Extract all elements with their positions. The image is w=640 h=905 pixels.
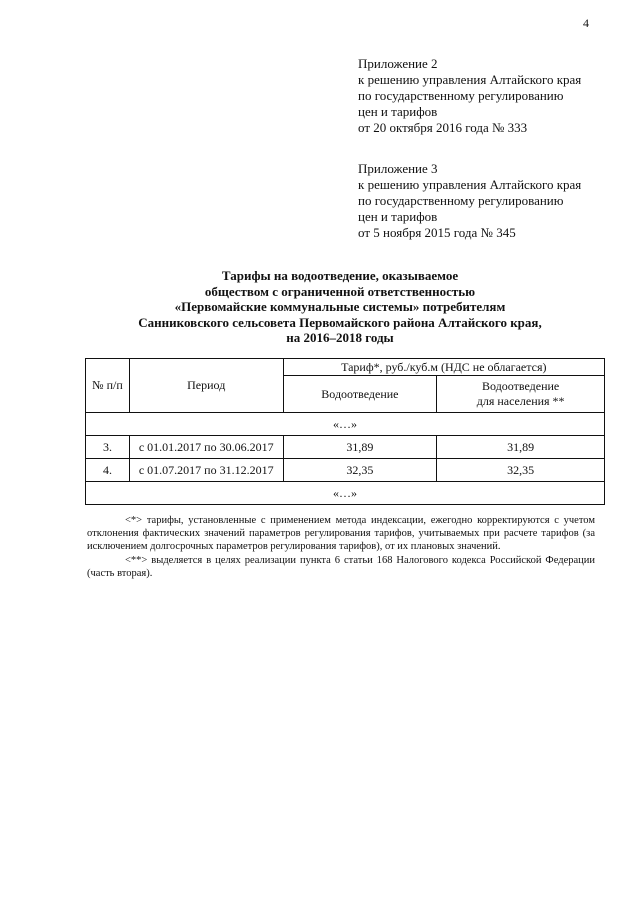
appendix-line: от 20 октября 2016 года № 333 [358,120,528,135]
title-line: обществом с ограниченной ответственностью [204,283,476,299]
col-header-water-population [437,376,605,413]
document-title [80,268,600,346]
col-header-water: Водоотведение [283,376,437,413]
appendix-3-header [358,161,581,241]
appendix-2-header [358,56,581,136]
footnotes [87,514,595,580]
row-period: с 01.07.2017 по 31.12.2017 [129,459,283,482]
row-water-tariff: 31,89 [283,436,437,459]
row-number: 3. [86,436,130,459]
appendix-line: к решению управления Алтайского края [358,72,582,87]
row-water-pop-tariff: 32,35 [437,459,605,482]
appendix-line: по государственному регулированию [358,88,564,103]
footnote-1: <*> тарифы, установленные с применением метода индексации, ежегодно корректируются с учетом отклонения фактических значений параметров регулирования тарифов, учитываемых при расчете тарифов (за исключением долгосрочных параметров регулирования тарифов), от их плановых значений. [87,515,595,553]
title-line: на 2016–2018 годы [286,330,394,345]
row-period: с 01.01.2017 по 30.06.2017 [129,436,283,459]
appendix-line: Приложение 3 [358,161,438,176]
tariff-table [85,358,605,505]
page-number: 4 [583,16,589,30]
appendix-line: к решению управления Алтайского края [358,177,582,192]
title-line: «Первомайские коммунальные системы» потребителям [174,299,506,314]
appendix-line: Приложение 2 [358,56,438,71]
appendix-line: по государственному регулированию [358,193,564,208]
row-water-pop-tariff: 31,89 [437,436,605,459]
title-line: Санниковского сельсовета Первомайского района Алтайского края, [138,314,542,330]
col-header-number: № п/п [86,359,130,413]
ellipsis-row-top: «…» [86,413,605,436]
col-header-water-population-line2: для населения ** [476,394,565,408]
ellipsis-row-bottom: «…» [86,482,605,505]
appendix-line: цен и тарифов [358,209,438,224]
footnote-2: <**> выделяется в целях реализации пункта 6 статьи 168 Налогового кодекса Российской Федерации (часть вторая). [87,554,595,579]
row-water-tariff: 32,35 [283,459,437,482]
col-header-period: Период [129,359,283,413]
table-row [86,459,605,482]
appendix-line: от 5 ноября 2015 года № 345 [358,225,516,240]
appendix-line: цен и тарифов [358,104,438,119]
row-number: 4. [86,459,130,482]
table-row [86,436,605,459]
col-header-water-population-line1: Водоотведение [482,379,560,393]
title-line: Тарифы на водоотведение, оказываемое [221,268,459,283]
col-header-tariff-group: Тариф*, руб./куб.м (НДС не облагается) [283,359,604,376]
